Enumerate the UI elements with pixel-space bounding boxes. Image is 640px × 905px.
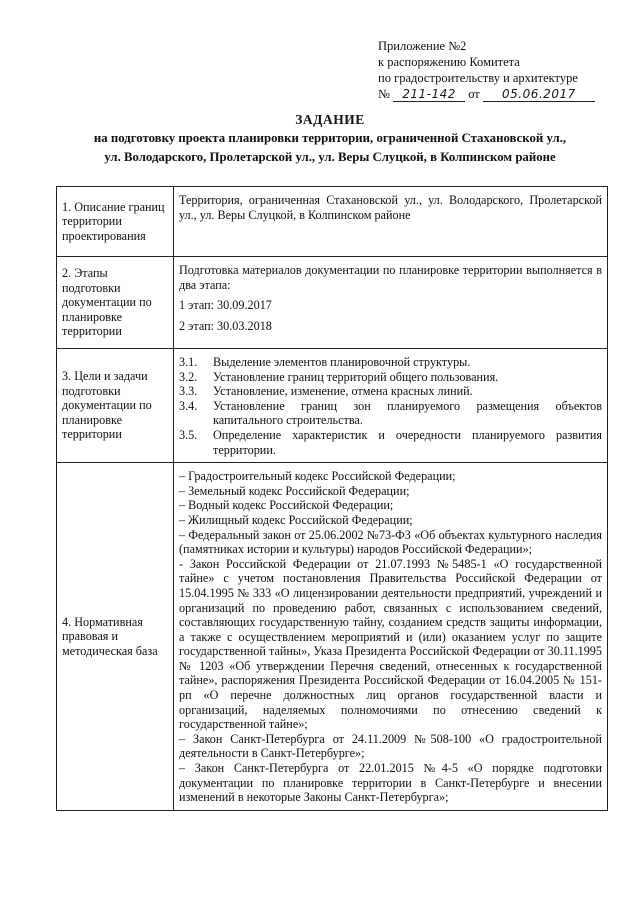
goal-item: 3.1. Выделение элементов планировочной структуры. [179,355,471,369]
appendix-number-line [378,86,628,102]
stage-1: 1 этап: 30.09.2017 [179,298,272,313]
appendix-block [378,38,628,102]
row-content-boundaries: Территория, ограниченная Стахановской ул., ул. Володарского, Пролетарской ул., ул. Веры Слуцкой, в Колпинском районе [174,187,608,257]
title-main: ЗАДАНИЕ [295,112,365,127]
handwritten-number: 211-142 [393,87,465,102]
law-item: - Закон Российской Федерации от 21.07.1993 №5485-1 «О государственной тайне» с учетом постановления Правительства Российской Федерации от 15.04.1995 № 333 «О лицензировании деятельности предприятий, учреждений и организаций по проведению работ, связанных с использованием сведений, составляющих государственную тайну, созданием средств защиты информации, а также с осуществлением мероприятий и (или) оказанием услуг по защите государственной тайны», Указа Президента Российской Федерации от 30.11.1995 № 1203 «Об утверждении Перечня сведений, отнесенных к государственной тайне», распоряжения Президента Российской Федерации от 16.04.2005 № 151-рп «О перечне должностных лиц органов государственной власти и организаций, наделяемых полномочиями по отнесению сведений к государственной тайне»; [179,556,602,732]
row-label-boundaries: 1. Описание границ территории проектирования [57,187,174,257]
appendix-line-3: по градостроительству и архитектуре [378,71,578,85]
goal-item: 3.5. Определение характеристик и очередности планируемого развития территории. [179,427,602,457]
handwritten-date: 05.06.2017 [483,87,595,102]
stages-intro: Подготовка материалов документации по планировке территории выполняется в два этапа: [179,263,602,292]
row-label-legal-base: 4. Нормативная правовая и методическая база [57,463,174,811]
appendix-line-2: к распоряжению Комитета [378,55,520,69]
stage-2: 2 этап: 30.03.2018 [179,318,272,333]
date-prefix: от [468,87,480,101]
table-row [57,463,608,811]
goal-item: 3.3. Установление, изменение, отмена красных линий. [179,384,473,399]
table-row [57,187,608,257]
title-line-1: на подготовку проекта планировки территории, ограниченной Стахановской ул., [93,131,567,145]
law-item: – Водный кодекс Российской Федерации; [179,498,394,513]
title-line-2: ул. Володарского, Пролетарской ул., ул. Веры Слуцкой, в Колпинском районе [104,150,556,164]
row-label-goals: 3. Цели и задачи подготовки документации по планировке территории [57,349,174,463]
row-label-stages: 2. Этапы подготовки документации по планировке территории [57,257,174,349]
task-table [56,186,608,811]
law-item: – Градостроительный кодекс Российской Федерации; [179,469,456,484]
law-item: – Жилищный кодекс Российской Федерации; [179,512,413,527]
goal-item: 3.4. Установление границ зон планируемого размещения объектов капитального строительства. [179,398,602,428]
appendix-line-1: Приложение №2 [378,39,467,53]
row-content-legal-base [174,463,608,811]
law-item: – Земельный кодекс Российской Федерации; [179,483,410,498]
document-title [40,112,620,166]
number-prefix: № [378,87,390,101]
goal-item: 3.2. Установление границ территорий общего пользования. [179,369,499,384]
row-content-stages [174,257,608,349]
law-item: – Закон Санкт-Петербурга от 22.01.2015 №4-5 «О порядке подготовки документации по планировке территории в Санкт-Петербурге и внесении изменений в некоторые Законы Санкт-Петербурга»; [179,761,602,805]
table-row [57,257,608,349]
law-item: – Федеральный закон от 25.06.2002 №73-ФЗ «Об объектах культурного наследия (памятниках истории и культуры) народов Российской Федерации»; [179,527,602,557]
table-row [57,349,608,463]
law-item: – Закон Санкт-Петербурга от 24.11.2009 №508-100 «О градостроительной деятельности в Санкт-Петербурге»; [179,731,602,761]
row-content-goals [174,349,608,463]
